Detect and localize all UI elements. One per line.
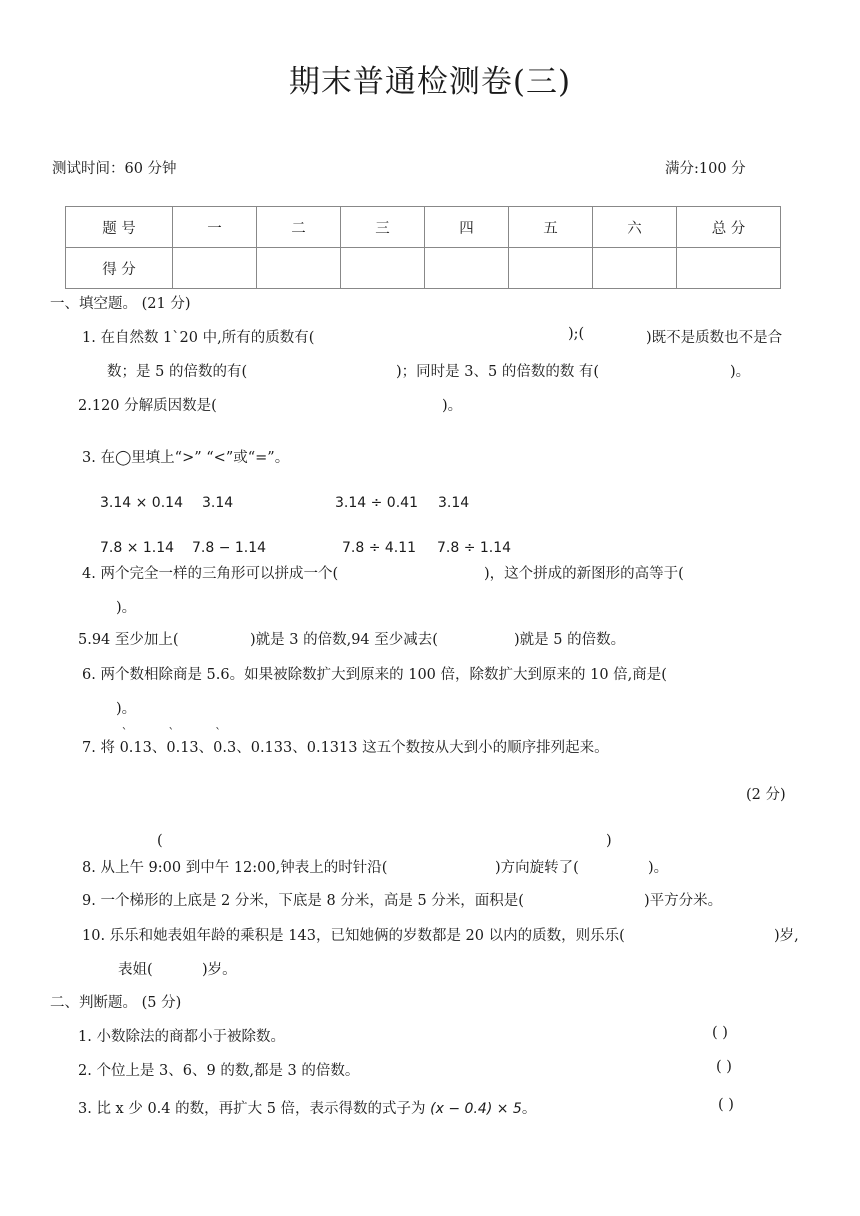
col-header-2: 二	[257, 207, 341, 248]
compare-1-left: 3.14 × 0.14	[100, 495, 183, 511]
full-score: 满分:100 分	[665, 161, 746, 177]
q5-part3: )就是 5 的倍数。	[514, 632, 626, 648]
q8-part2: )方向旋转了(	[495, 860, 579, 876]
q10-part2: )岁,	[774, 928, 799, 944]
q10-part1: 10. 乐乐和她表姐年龄的乘积是 143，已知她俩的岁数都是 20 以内的质数，则乐乐(	[82, 928, 625, 944]
col-header-1: 一	[173, 207, 257, 248]
q2-part1: 2.120 分解质因数是(	[78, 398, 217, 414]
q7-answer-open: (	[157, 833, 163, 849]
q6-part1: 6. 两个数相除商是 5.6。如果被除数扩大到原来的 100 倍，除数扩大到原来的 10 倍,商是(	[82, 667, 667, 683]
judge-item-3-answer[interactable]: ( )	[718, 1097, 734, 1113]
q4-part2: )，这个拼成的新图形的高等于(	[484, 566, 684, 582]
q1-line2-part3: )。	[730, 364, 751, 380]
score-cell[interactable]	[509, 248, 593, 289]
compare-2-left: 3.14 ÷ 0.41	[335, 495, 418, 511]
q10-part3: 表姐(	[118, 962, 153, 978]
section2-heading: 二、判断题。 (5 分)	[50, 995, 182, 1011]
test-time: 测试时间：60 分钟	[52, 161, 177, 177]
row-label-question-number: 题 号	[66, 207, 173, 248]
col-header-total: 总 分	[677, 207, 781, 248]
judge-item-1: 1. 小数除法的商都小于被除数。	[78, 1029, 285, 1045]
q9-part1: 9. 一个梯形的上底是 2 分米，下底是 8 分米，高是 5 分米，面积是(	[82, 893, 524, 909]
score-cell[interactable]	[173, 248, 257, 289]
compare-1-right: 3.14	[202, 495, 234, 511]
q7-score: (2 分)	[746, 787, 786, 803]
q4-part1: 4. 两个完全一样的三角形可以拼成一个(	[82, 566, 339, 582]
judge-item-2-answer[interactable]: ( )	[716, 1059, 732, 1075]
q8-part1: 8. 从上午 9:00 到中午 12:00,钟表上的时针沿(	[82, 860, 388, 876]
judge-item-3-text: 3. 比 x 少 0.4 的数，再扩大 5 倍，表示得数的式子为	[78, 1101, 426, 1117]
compare-4-right: 7.8 ÷ 1.14	[437, 540, 512, 556]
q5-part2: )就是 3 的倍数,94 至少减去(	[250, 632, 438, 648]
judge-item-3-formula: (x − 0.4) × 5	[430, 1101, 522, 1117]
q7-number-3: ` 0.3、	[213, 736, 251, 757]
col-header-5: 五	[509, 207, 593, 248]
q1-line1-part2: );(	[568, 326, 585, 342]
score-table	[65, 206, 781, 289]
q3-text: 3. 在◯里填上“>” “<”或“=”。	[82, 450, 290, 466]
score-cell[interactable]	[341, 248, 425, 289]
q7-text	[82, 736, 609, 757]
col-header-4: 四	[425, 207, 509, 248]
judge-item-3-end: 。	[521, 1101, 537, 1117]
q7-number-1: ` 0.13、	[120, 736, 167, 757]
score-cell[interactable]	[425, 248, 509, 289]
compare-4-left: 7.8 ÷ 4.11	[342, 540, 417, 556]
score-cell[interactable]	[257, 248, 341, 289]
judge-item-2: 2. 个位上是 3、6、9 的数,都是 3 的倍数。	[78, 1063, 360, 1079]
compare-3-left: 7.8 × 1.14	[100, 540, 175, 556]
compare-3-right: 7.8 − 1.14	[192, 540, 267, 556]
score-table-header-row	[66, 207, 781, 248]
q1-line2-part1: 数；是 5 的倍数的有(	[107, 364, 248, 380]
judge-item-3	[78, 1097, 536, 1118]
q7-prefix: 7. 将	[82, 740, 120, 756]
q1-line2-part2: )；同时是 3、5 的倍数的数 有(	[396, 364, 600, 380]
row-label-score: 得 分	[66, 248, 173, 289]
score-cell[interactable]	[593, 248, 677, 289]
q1-line1-part1: 1. 在自然数 1`20 中,所有的质数有(	[82, 330, 315, 346]
q5-part1: 5.94 至少加上(	[78, 632, 179, 648]
compare-2-right: 3.14	[438, 495, 470, 511]
q9-part2: )平方分米。	[644, 893, 723, 909]
q4-part3: )。	[116, 600, 137, 616]
q7-answer-close: )	[606, 833, 612, 849]
q1-line1-part3: )既不是质数也不是合	[646, 330, 783, 346]
col-header-6: 六	[593, 207, 677, 248]
q7-number-2: ` 0.13、	[166, 736, 213, 757]
q6-part2: )。	[116, 701, 137, 717]
q8-part3: )。	[648, 860, 669, 876]
col-header-3: 三	[341, 207, 425, 248]
page-title: 期末普通检测卷(三)	[288, 64, 572, 100]
score-cell[interactable]	[677, 248, 781, 289]
q7-rest: 0.133、0.1313 这五个数按从大到小的顺序排列起来。	[250, 740, 609, 756]
q10-part4: )岁。	[202, 962, 237, 978]
section1-heading: 一、填空题。 (21 分)	[50, 296, 191, 312]
score-table-score-row	[66, 248, 781, 289]
judge-item-1-answer[interactable]: ( )	[712, 1025, 728, 1041]
q2-part2: )。	[442, 398, 463, 414]
